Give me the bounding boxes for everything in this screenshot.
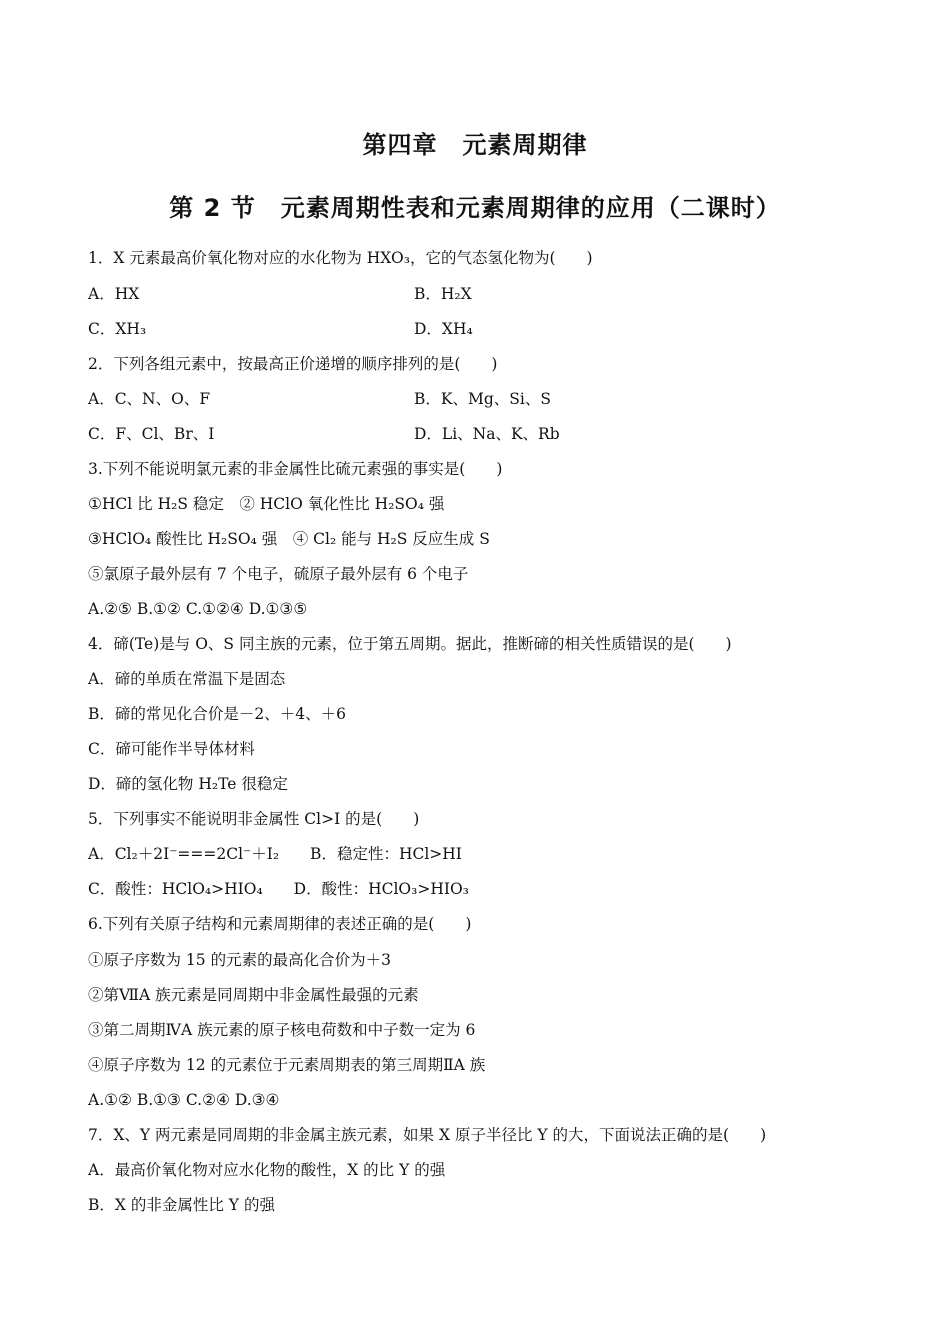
q3-statement-3: ⑤氯原子最外层有 7 个电子，硫原子最外层有 6 个电子 [88, 565, 469, 583]
q1-option-c: C．XH₃ [88, 320, 147, 338]
q7-stem: 7．X、Y 两元素是同周期的非金属主族元素，如果 X 原子半径比 Y 的大，下面说法正确的是( ) [88, 1126, 767, 1144]
q2-option-b: B．K、Mg、Si、S [414, 390, 551, 408]
q3-stem: 3.下列不能说明氯元素的非金属性比硫元素强的事实是( ) [88, 460, 503, 478]
q6-statement-2: ②第ⅦA 族元素是同周期中非金属性最强的元素 [88, 986, 419, 1004]
q1-option-b: B．H₂X [414, 285, 472, 303]
q5-stem: 5．下列事实不能说明非金属性 Cl>I 的是( ) [88, 810, 420, 828]
q1-option-a: A．HX [88, 285, 140, 303]
q7-option-a: A．最高价氧化物对应水化物的酸性，X 的比 Y 的强 [88, 1161, 446, 1179]
q4-option-a: A．碲的单质在常温下是固态 [88, 670, 286, 688]
q4-option-d: D．碲的氢化物 H₂Te 很稳定 [88, 775, 288, 793]
q6-statement-1: ①原子序数为 15 的元素的最高化合价为＋3 [88, 951, 391, 969]
q4-option-b: B．碲的常见化合价是－2、＋4、＋6 [88, 705, 346, 723]
q5-options-ab: A．Cl₂＋2I⁻===2Cl⁻＋I₂ B．稳定性：HCl>HI [88, 845, 462, 863]
q1-option-d: D．XH₄ [414, 320, 473, 338]
q6-options: A.①② B.①③ C.②④ D.③④ [88, 1091, 280, 1109]
q2-option-a: A．C、N、O、F [88, 390, 211, 408]
q2-option-c: C．F、Cl、Br、I [88, 425, 215, 443]
q1-stem: 1．X 元素最高价氧化物对应的水化物为 HXO₃，它的气态氢化物为( ) [88, 249, 593, 267]
q7-option-b: B．X 的非金属性比 Y 的强 [88, 1196, 275, 1214]
q6-statement-4: ④原子序数为 12 的元素位于元素周期表的第三周期ⅡA 族 [88, 1056, 486, 1074]
q6-stem: 6.下列有关原子结构和元素周期律的表述正确的是( ) [88, 915, 472, 933]
q4-option-c: C．碲可能作半导体材料 [88, 740, 255, 758]
q5-options-cd: C．酸性：HClO₄>HIO₄ D．酸性：HClO₃>HIO₃ [88, 880, 469, 898]
q3-statement-2: ③HClO₄ 酸性比 H₂SO₄ 强 ④ Cl₂ 能与 H₂S 反应生成 S [88, 530, 490, 548]
q2-option-d: D．Li、Na、K、Rb [414, 425, 560, 443]
q3-options: A.②⑤ B.①② C.①②④ D.①③⑤ [88, 600, 308, 618]
q6-statement-3: ③第二周期ⅣA 族元素的原子核电荷数和中子数一定为 6 [88, 1021, 476, 1039]
q3-statement-1: ①HCl 比 H₂S 稳定 ② HClO 氧化性比 H₂SO₄ 强 [88, 495, 445, 513]
section-title: 第 2 节 元素周期性表和元素周期律的应用（二课时） [169, 194, 781, 222]
chapter-title: 第四章 元素周期律 [362, 131, 588, 159]
q4-stem: 4．碲(Te)是与 O、S 同主族的元素，位于第五周期。据此，推断碲的相关性质错误的是( ) [88, 635, 732, 653]
q2-stem: 2．下列各组元素中，按最高正价递增的顺序排列的是( ) [88, 355, 498, 373]
